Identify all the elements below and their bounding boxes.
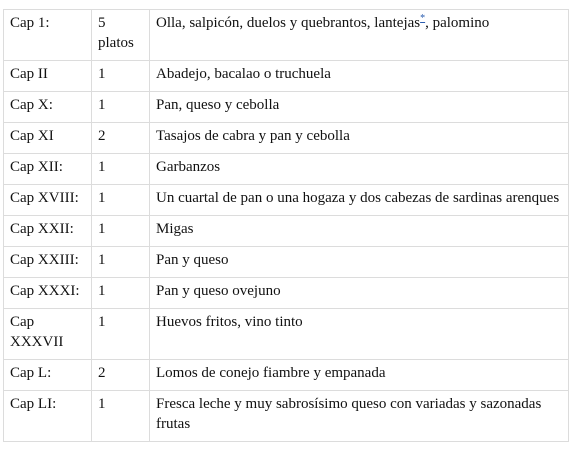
dish-cell (150, 10, 569, 61)
quantity-cell: 1 (92, 92, 150, 123)
chapter-cell: Cap XXXVII (4, 309, 92, 360)
quantity-cell: 1 (92, 247, 150, 278)
table-row (4, 154, 569, 185)
chapter-dishes-table (3, 9, 569, 442)
quantity-cell: 1 (92, 185, 150, 216)
quantity-cell: 2 (92, 360, 150, 391)
table-row (4, 185, 569, 216)
table-row (4, 216, 569, 247)
dish-cell: Un cuartal de pan o una hogaza y dos cabezas de sardinas arenques (150, 185, 569, 216)
dish-cell: Abadejo, bacalao o truchuela (150, 61, 569, 92)
dish-cell: Migas (150, 216, 569, 247)
dish-cell: Lomos de conejo fiambre y empanada (150, 360, 569, 391)
dish-cell: Pan y queso ovejuno (150, 278, 569, 309)
dish-cell: Huevos fritos, vino tinto (150, 309, 569, 360)
chapter-cell: Cap L: (4, 360, 92, 391)
table-row (4, 61, 569, 92)
chapter-cell: Cap XVIII: (4, 185, 92, 216)
table-row (4, 360, 569, 391)
table-row (4, 10, 569, 61)
quantity-cell: 1 (92, 391, 150, 442)
quantity-cell: 1 (92, 278, 150, 309)
dish-text-continued: , palomino (425, 15, 490, 31)
dish-cell: Pan y queso (150, 247, 569, 278)
content-area (3, 9, 569, 442)
chapter-cell: Cap 1: (4, 10, 92, 61)
table-row (4, 92, 569, 123)
chapter-cell: Cap XII: (4, 154, 92, 185)
quantity-cell: 1 (92, 154, 150, 185)
dish-text: Olla, salpicón, duelos y quebrantos, lantejas (156, 15, 421, 31)
table-row (4, 309, 569, 360)
table-row (4, 391, 569, 442)
chapter-cell: Cap XXIII: (4, 247, 92, 278)
dish-cell: Fresca leche y muy sabrosísimo queso con variadas y sazonadas frutas (150, 391, 569, 442)
chapter-cell: Cap X: (4, 92, 92, 123)
quantity-cell: 2 (92, 123, 150, 154)
chapter-cell: Cap II (4, 61, 92, 92)
chapter-cell: Cap XI (4, 123, 92, 154)
footnote-link[interactable]: * (420, 13, 426, 24)
quantity-cell: 1 (92, 61, 150, 92)
quantity-cell: 1 (92, 216, 150, 247)
chapter-cell: Cap LI: (4, 391, 92, 442)
dish-cell: Tasajos de cabra y pan y cebolla (150, 123, 569, 154)
quantity-cell: 1 (92, 309, 150, 360)
quantity-cell: 5 platos (92, 10, 150, 61)
chapter-cell: Cap XXII: (4, 216, 92, 247)
table-row (4, 123, 569, 154)
table-row (4, 247, 569, 278)
chapter-cell: Cap XXXI: (4, 278, 92, 309)
dish-cell: Pan, queso y cebolla (150, 92, 569, 123)
dish-cell: Garbanzos (150, 154, 569, 185)
table-row (4, 278, 569, 309)
